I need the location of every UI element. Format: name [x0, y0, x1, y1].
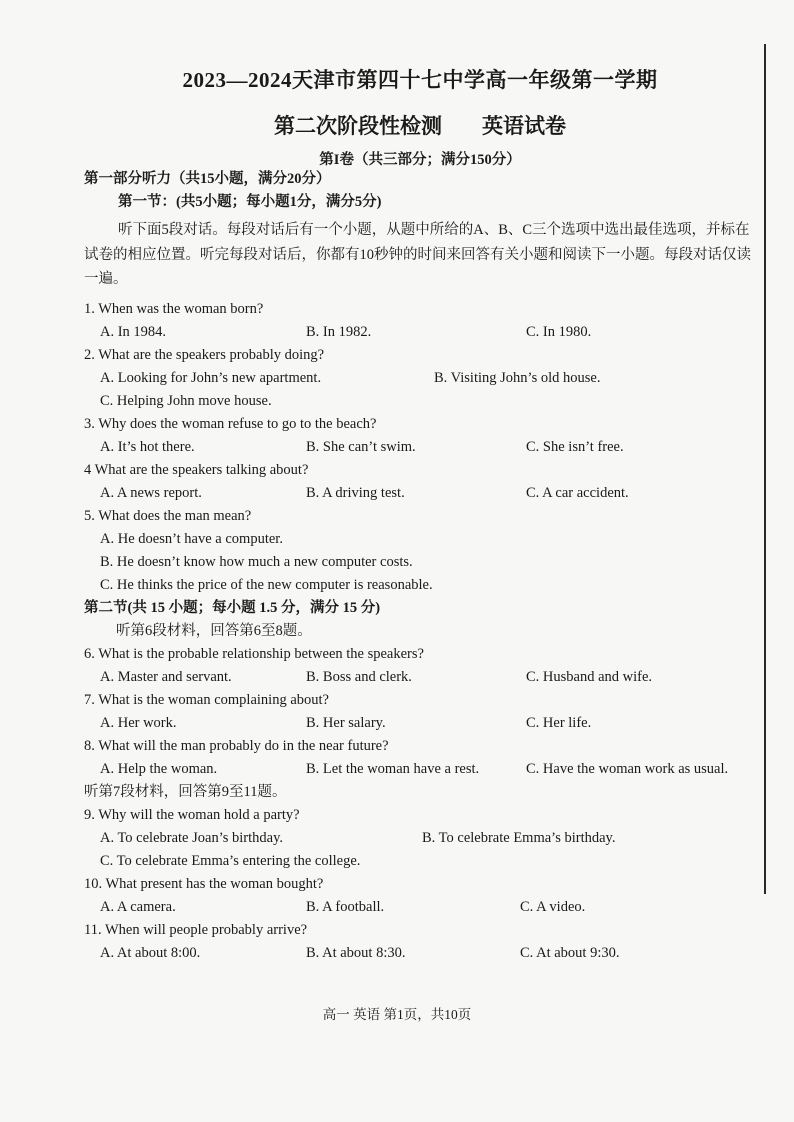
- option-c: C. Helping John move house.: [100, 392, 272, 409]
- listening-instructions: 听下面5段对话。每段对话后有一个小题，从题中所给的A、B、C三个选项中选出最佳选项，并标在试卷的相应位置。听完每段对话后，你都有10秒钟的时间来回答有关小题和阅读下一小题。每段对话仅读一遍。: [84, 222, 751, 287]
- option-c: C. To celebrate Emma’s entering the college.: [100, 852, 361, 869]
- option-c: C. In 1980.: [526, 323, 592, 340]
- option-c: C. She isn’t free.: [526, 438, 624, 455]
- question-stem: 1. When was the woman born?: [84, 300, 264, 317]
- option-a: A. In 1984.: [100, 323, 167, 340]
- question-options: [84, 827, 764, 850]
- option-a: A. At about 8:00.: [100, 944, 201, 961]
- option-b: B. A driving test.: [306, 484, 405, 501]
- option-a: A. Looking for John’s new apartment.: [100, 369, 322, 386]
- option-c: C. A video.: [520, 898, 586, 915]
- question-options: [84, 896, 764, 919]
- question-options: [84, 367, 764, 390]
- option-a: A. Her work.: [100, 714, 177, 731]
- binding-margin-line: [764, 44, 766, 894]
- question-stem: 4 What are the speakers talking about?: [84, 461, 309, 478]
- option-a: A. Help the woman.: [100, 760, 218, 777]
- question-options: [84, 436, 764, 459]
- exam-title-line2: [110, 110, 730, 140]
- option-a: A. It’s hot there.: [100, 438, 195, 455]
- option-c: C. A car accident.: [526, 484, 629, 501]
- option-b: B. Boss and clerk.: [306, 668, 412, 685]
- exam-title-subject: 英语试卷: [482, 114, 566, 138]
- question-stem: 2. What are the speakers probably doing?: [84, 346, 325, 363]
- option-b: B. In 1982.: [306, 323, 372, 340]
- question-stem: 10. What present has the woman bought?: [84, 875, 324, 892]
- option-c: C. Her life.: [526, 714, 592, 731]
- option-a: A. To celebrate Joan’s birthday.: [100, 829, 283, 846]
- option-b: B. A football.: [306, 898, 385, 915]
- option-b: B. Let the woman have a rest.: [306, 760, 480, 777]
- material-6-note: 听第6段材料，回答第6至8题。: [116, 622, 312, 639]
- option-b: B. She can’t swim.: [306, 438, 416, 455]
- exam-title-stage: 第二次阶段性检测: [274, 114, 442, 138]
- section1-heading: 第一节：(共5小题；每小题1分，满分5分): [118, 194, 382, 210]
- option-a: A. A news report.: [100, 484, 202, 501]
- question-stem: 6. What is the probable relationship between the speakers?: [84, 645, 424, 662]
- option-a: A. He doesn’t have a computer.: [100, 530, 283, 547]
- question-stem: 9. Why will the woman hold a party?: [84, 806, 300, 823]
- material-7-note: 听第7段材料，回答第9至11题。: [84, 783, 287, 800]
- exam-title-line1: 2023—2024天津市第四十七中学高一年级第一学期: [182, 68, 658, 92]
- question-options: [84, 712, 764, 735]
- question-options: [84, 482, 764, 505]
- page-footer: 高一 英语 第1页，共10页: [322, 1007, 472, 1022]
- option-c: C. Have the woman work as usual.: [526, 760, 729, 777]
- option-b: B. To celebrate Emma’s birthday.: [422, 829, 616, 846]
- exam-body: [84, 168, 764, 965]
- question-stem: 11. When will people probably arrive?: [84, 921, 308, 938]
- option-a: A. A camera.: [100, 898, 176, 915]
- option-b: B. Her salary.: [306, 714, 386, 731]
- question-stem: 7. What is the woman complaining about?: [84, 691, 329, 708]
- question-options: [84, 758, 764, 781]
- section2-heading: 第二节(共 15 小题；每小题 1.5 分，满分 15 分): [84, 599, 381, 616]
- option-c: C. He thinks the price of the new computer is reasonable.: [100, 576, 433, 593]
- option-b: B. He doesn’t know how much a new computer costs.: [100, 553, 413, 570]
- part1-heading: 第一部分听力（共15小题，满分20分）: [84, 171, 331, 187]
- option-a: A. Master and servant.: [100, 668, 232, 685]
- option-c: C. At about 9:30.: [520, 944, 620, 961]
- question-options: [84, 321, 764, 344]
- question-stem: 8. What will the man probably do in the near future?: [84, 737, 389, 754]
- question-options: [84, 942, 764, 965]
- option-b: B. At about 8:30.: [306, 944, 406, 961]
- option-b: B. Visiting John’s old house.: [434, 369, 601, 386]
- question-options: [84, 666, 764, 689]
- option-c: C. Husband and wife.: [526, 668, 653, 685]
- question-stem: 5. What does the man mean?: [84, 507, 252, 524]
- paper-subtitle: 第I卷（共三部分；满分150分）: [319, 152, 521, 168]
- question-stem: 3. Why does the woman refuse to go to the beach?: [84, 415, 377, 432]
